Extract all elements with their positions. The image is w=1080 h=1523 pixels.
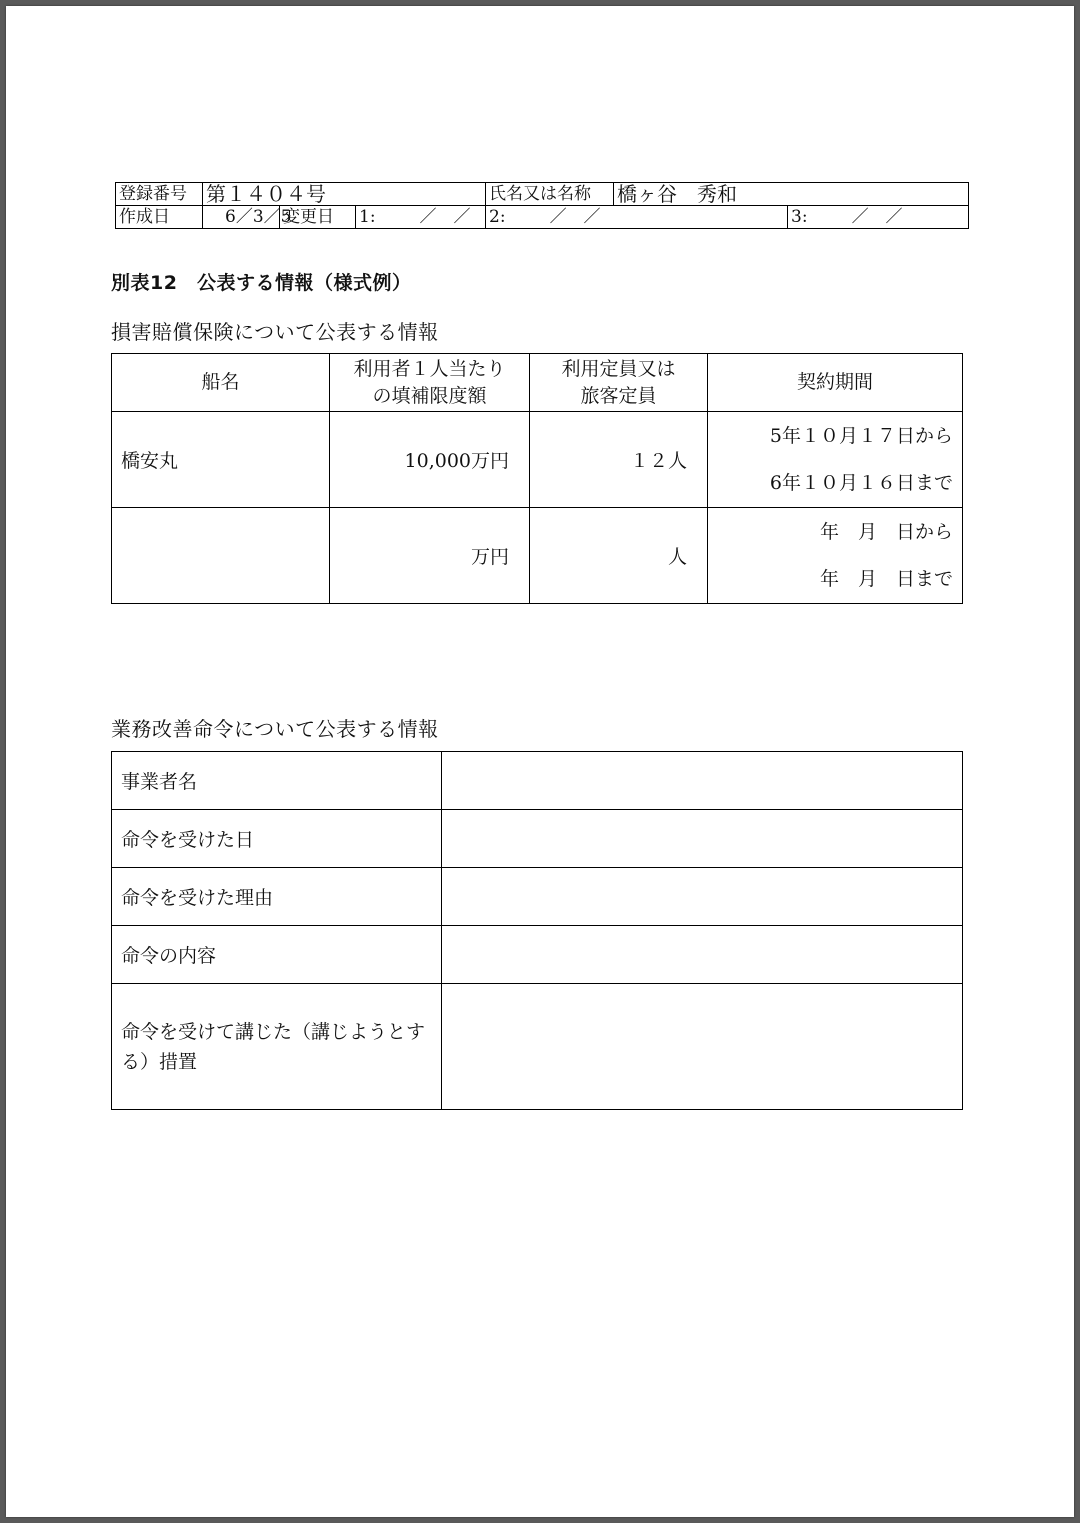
- period-from: 5年１０月１７日から: [769, 424, 953, 447]
- name-value: 橋ヶ谷 秀和: [614, 183, 969, 206]
- change-1: [356, 206, 486, 229]
- order-value-measures: [442, 984, 963, 1110]
- order-table: [111, 751, 963, 1110]
- order-value-date: [442, 810, 963, 868]
- table-row: [112, 868, 963, 926]
- table-row: [112, 926, 963, 984]
- reg-no-value: 第１４０４号: [203, 183, 486, 206]
- name-label: 氏名又は名称: [486, 183, 614, 206]
- insurance-table: [111, 353, 963, 604]
- coverage-limit: 10,000万円: [330, 412, 530, 508]
- ship-name: 橋安丸: [112, 412, 330, 508]
- table-row: [112, 412, 963, 508]
- table-row: [112, 752, 963, 810]
- contract-period: [708, 412, 963, 508]
- passenger-capacity: 人: [530, 508, 708, 604]
- order-value-business-name: [442, 752, 963, 810]
- reg-no-label: 登録番号: [116, 183, 203, 206]
- order-value-reason: [442, 868, 963, 926]
- order-label-business-name: 事業者名: [112, 752, 442, 810]
- table-row: [112, 508, 963, 604]
- change-1-date: ／ ／: [419, 207, 471, 227]
- change-2-date: ／ ／: [549, 207, 601, 227]
- order-title: 業務改善命令について公表する情報: [111, 717, 439, 741]
- period-to: 6年１０月１６日まで: [769, 471, 953, 494]
- header-ship: 船名: [112, 354, 330, 412]
- coverage-limit: 万円: [330, 508, 530, 604]
- header-limit-line1: 利用者１人当たり: [353, 357, 506, 380]
- header-period: 契約期間: [708, 354, 963, 412]
- insurance-header-row: [112, 354, 963, 412]
- section-heading: 別表12 公表する情報（様式例）: [111, 272, 412, 294]
- changed-label: 変更日: [280, 206, 356, 229]
- header-limit-line2: の填補限度額: [372, 384, 487, 407]
- header-capacity-line1: 利用定員又は: [561, 357, 676, 380]
- change-3-label: 3:: [791, 207, 808, 227]
- registration-table: [115, 182, 969, 229]
- header-capacity: [530, 354, 708, 412]
- period-from: 年 月 日から: [819, 520, 953, 543]
- insurance-title: 損害賠償保険について公表する情報: [111, 320, 439, 344]
- header-capacity-line2: 旅客定員: [580, 384, 657, 407]
- period-to: 年 月 日まで: [819, 567, 953, 590]
- table-row: [112, 810, 963, 868]
- change-1-label: 1:: [359, 207, 376, 227]
- created-label: 作成日: [116, 206, 203, 229]
- document-page: [6, 6, 1074, 1517]
- change-3: [788, 206, 969, 229]
- passenger-capacity: １２人: [530, 412, 708, 508]
- order-label-content: 命令の内容: [112, 926, 442, 984]
- header-limit: [330, 354, 530, 412]
- change-2: [486, 206, 788, 229]
- order-label-date: 命令を受けた日: [112, 810, 442, 868]
- order-value-content: [442, 926, 963, 984]
- change-3-date: ／ ／: [851, 207, 903, 227]
- ship-name: [112, 508, 330, 604]
- order-label-reason: 命令を受けた理由: [112, 868, 442, 926]
- contract-period: [708, 508, 963, 604]
- table-row: [112, 984, 963, 1110]
- order-label-measures: 命令を受けて講じた（講じようとする）措置: [112, 984, 442, 1110]
- change-2-label: 2:: [489, 207, 506, 227]
- created-value: 6／3／5: [203, 206, 280, 229]
